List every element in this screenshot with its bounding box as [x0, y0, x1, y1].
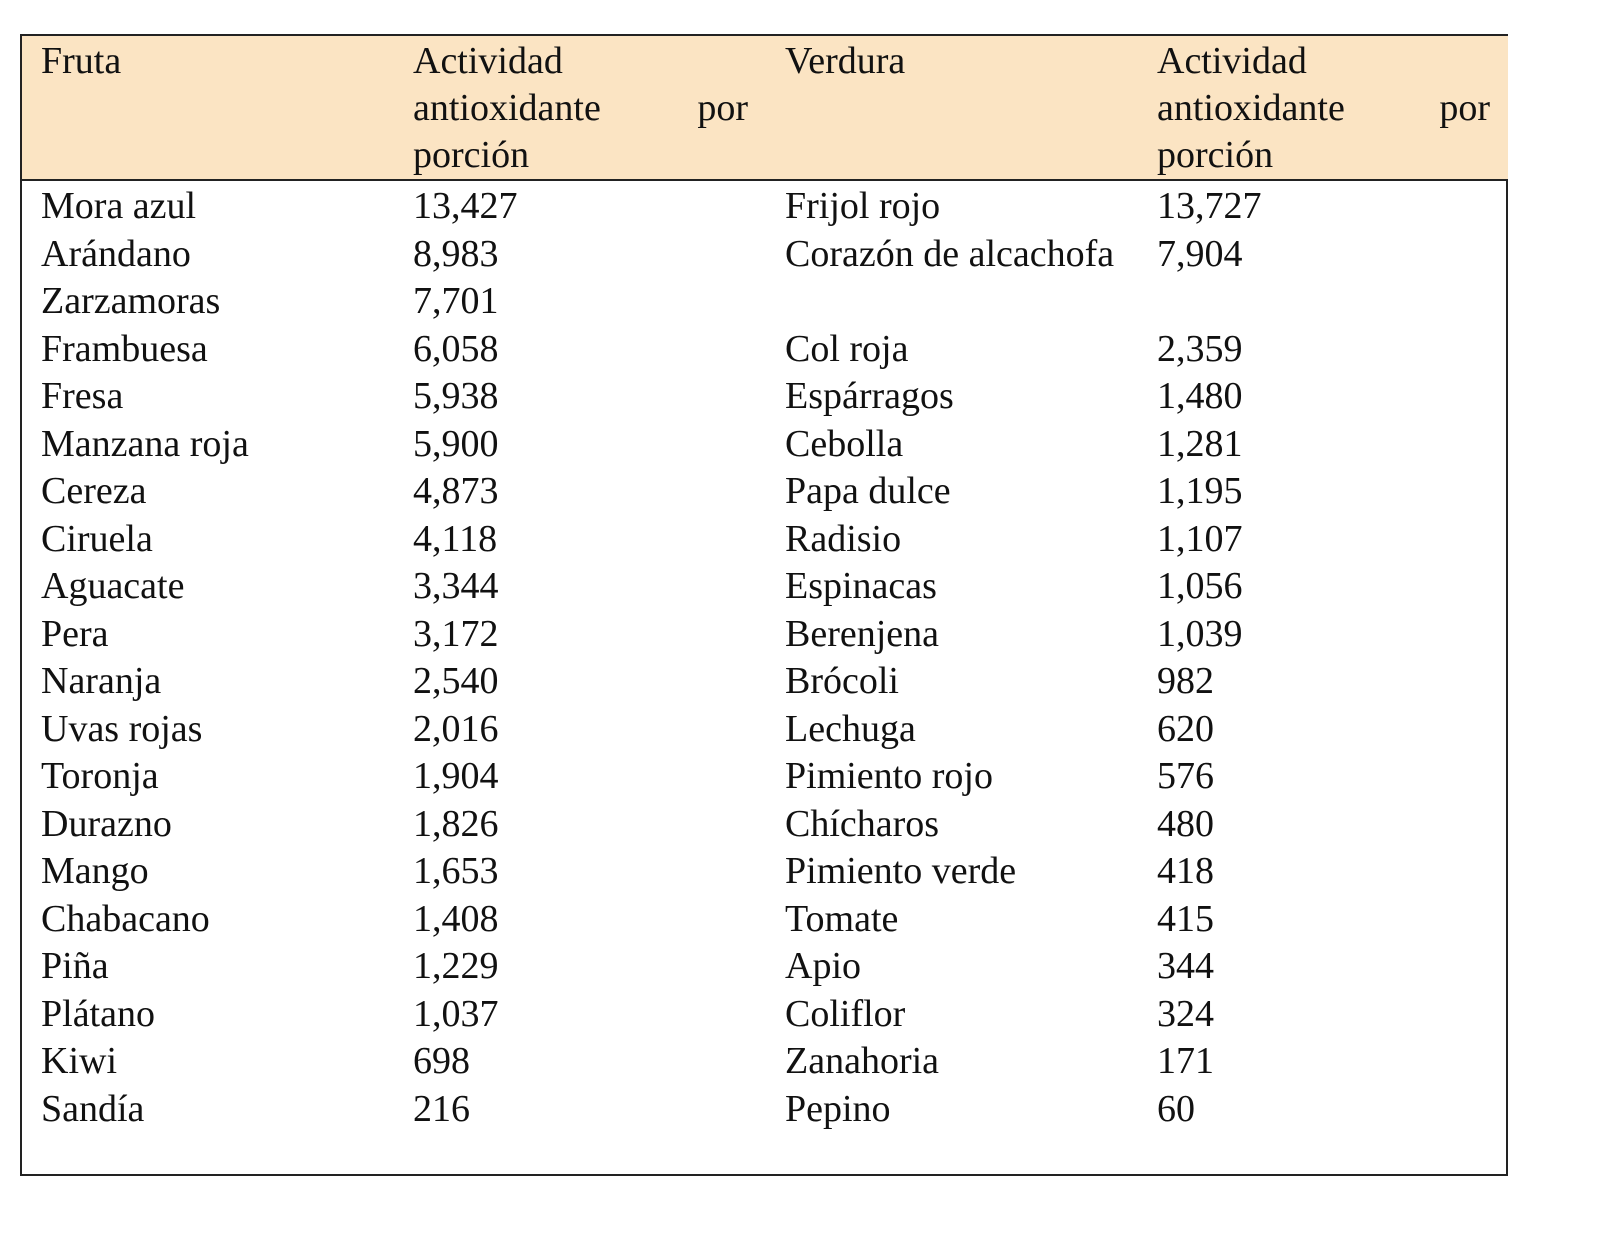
fruit-value: 5,900 [413, 422, 499, 465]
vegetable-value: 1,107 [1157, 517, 1243, 560]
fruit-value: 1,653 [413, 850, 499, 892]
fruit-name: Mango [41, 850, 149, 892]
vegetable-value: 576 [1157, 755, 1214, 797]
fruit-value: 1,826 [413, 802, 499, 845]
vegetable-name: Coliflor [785, 992, 906, 1035]
table-header-row [22, 36, 1508, 180]
vegetable-value: 1,480 [1157, 375, 1243, 417]
table-row [22, 180, 1508, 231]
fruit-value: 3,172 [413, 612, 499, 655]
vegetable-name: Papa dulce [785, 470, 951, 512]
fruit-value: 1,408 [413, 897, 499, 940]
fruit-value: 5,938 [413, 375, 499, 417]
vegetable-value: 7,904 [1157, 232, 1243, 275]
fruit-value: 2,540 [413, 660, 499, 702]
vegetable-value: 344 [1157, 945, 1214, 987]
fruit-name: Plátano [41, 992, 155, 1035]
table-row [22, 943, 1508, 991]
vegetable-value: 2,359 [1157, 327, 1243, 370]
table-row [22, 848, 1508, 896]
header-vegetable-activity: Actividad antioxidante por porción [1157, 40, 1490, 176]
table-row [22, 896, 1508, 944]
vegetable-name: Apio [785, 945, 861, 987]
table-row [22, 706, 1508, 754]
table-row [22, 753, 1508, 801]
fruit-name: Ciruela [41, 517, 153, 560]
table-row [22, 658, 1508, 706]
vegetable-name: Chícharos [785, 802, 940, 845]
antioxidant-table-frame [20, 34, 1508, 1176]
fruit-name: Fresa [41, 375, 124, 417]
fruit-name: Sandía [41, 1087, 145, 1130]
vegetable-value: 620 [1157, 707, 1214, 750]
fruit-name: Manzana roja [41, 422, 249, 465]
fruit-name: Arándano [41, 232, 191, 275]
vegetable-name: Corazón de alcachofa [785, 232, 1115, 275]
fruit-name: Piña [41, 945, 109, 987]
antioxidant-table [22, 36, 1508, 1133]
fruit-name: Cereza [41, 470, 147, 512]
fruit-name: Zarzamoras [41, 280, 221, 322]
table-row [22, 991, 1508, 1039]
vegetable-value: 171 [1157, 1040, 1214, 1082]
fruit-name: Aguacate [41, 565, 185, 607]
table-row [22, 326, 1508, 374]
vegetable-name: Frijol rojo [785, 185, 941, 227]
fruit-value: 4,873 [413, 470, 499, 512]
vegetable-value: 480 [1157, 802, 1214, 845]
vegetable-value: 415 [1157, 897, 1214, 940]
table-row [22, 1038, 1508, 1086]
fruit-value: 4,118 [413, 517, 498, 560]
fruit-value: 7,701 [413, 280, 499, 322]
vegetable-value: 418 [1157, 850, 1214, 892]
fruit-name: Frambuesa [41, 327, 208, 370]
vegetable-name: Espinacas [785, 565, 937, 607]
fruit-name: Toronja [41, 755, 159, 797]
fruit-value: 216 [413, 1087, 470, 1130]
vegetable-value: 324 [1157, 992, 1214, 1035]
vegetable-name: Pimiento rojo [785, 755, 993, 797]
header-fruit-activity: Actividad antioxidante por porción [413, 40, 748, 176]
fruit-name: Naranja [41, 660, 162, 702]
vegetable-value: 1,281 [1157, 422, 1243, 465]
vegetable-name: Radisio [785, 517, 902, 560]
fruit-name: Kiwi [41, 1040, 117, 1082]
fruit-value: 3,344 [413, 565, 499, 607]
vegetable-name: Zanahoria [785, 1040, 940, 1082]
vegetable-value: 982 [1157, 660, 1214, 702]
fruit-value: 1,037 [413, 992, 499, 1035]
table-row [22, 516, 1508, 564]
table-row [22, 231, 1508, 279]
fruit-name: Durazno [41, 802, 172, 845]
vegetable-name: Lechuga [785, 707, 916, 750]
vegetable-value: 60 [1157, 1087, 1195, 1130]
fruit-name: Mora azul [41, 185, 197, 227]
table-row [22, 801, 1508, 849]
table-row [22, 468, 1508, 516]
table-body [22, 180, 1508, 1133]
fruit-value: 2,016 [413, 707, 499, 750]
vegetable-value: 1,195 [1157, 470, 1243, 512]
vegetable-value: 1,056 [1157, 565, 1243, 607]
fruit-name: Chabacano [41, 897, 210, 940]
vegetable-name: Berenjena [785, 612, 940, 655]
vegetable-name: Brócoli [785, 660, 899, 702]
vegetable-name: Cebolla [785, 422, 904, 465]
fruit-value: 6,058 [413, 327, 499, 370]
fruit-value: 1,904 [413, 755, 499, 797]
table-row [22, 563, 1508, 611]
table-row [22, 1086, 1508, 1134]
fruit-value: 8,983 [413, 232, 499, 275]
vegetable-name: Pepino [785, 1087, 891, 1130]
fruit-value: 698 [413, 1040, 470, 1082]
fruit-name: Uvas rojas [41, 707, 203, 750]
table-row [22, 421, 1508, 469]
table-row [22, 373, 1508, 421]
vegetable-name: Col roja [785, 327, 909, 370]
fruit-value: 1,229 [413, 945, 499, 987]
vegetable-name: Espárragos [785, 375, 954, 417]
vegetable-name: Pimiento verde [785, 850, 1017, 892]
vegetable-name: Tomate [785, 897, 899, 940]
header-vegetable: Verdura [785, 40, 906, 82]
table-row [22, 611, 1508, 659]
header-fruit: Fruta [41, 40, 122, 82]
fruit-value: 13,427 [413, 185, 518, 227]
vegetable-value: 13,727 [1157, 185, 1262, 227]
vegetable-value: 1,039 [1157, 612, 1243, 655]
fruit-name: Pera [41, 612, 109, 655]
